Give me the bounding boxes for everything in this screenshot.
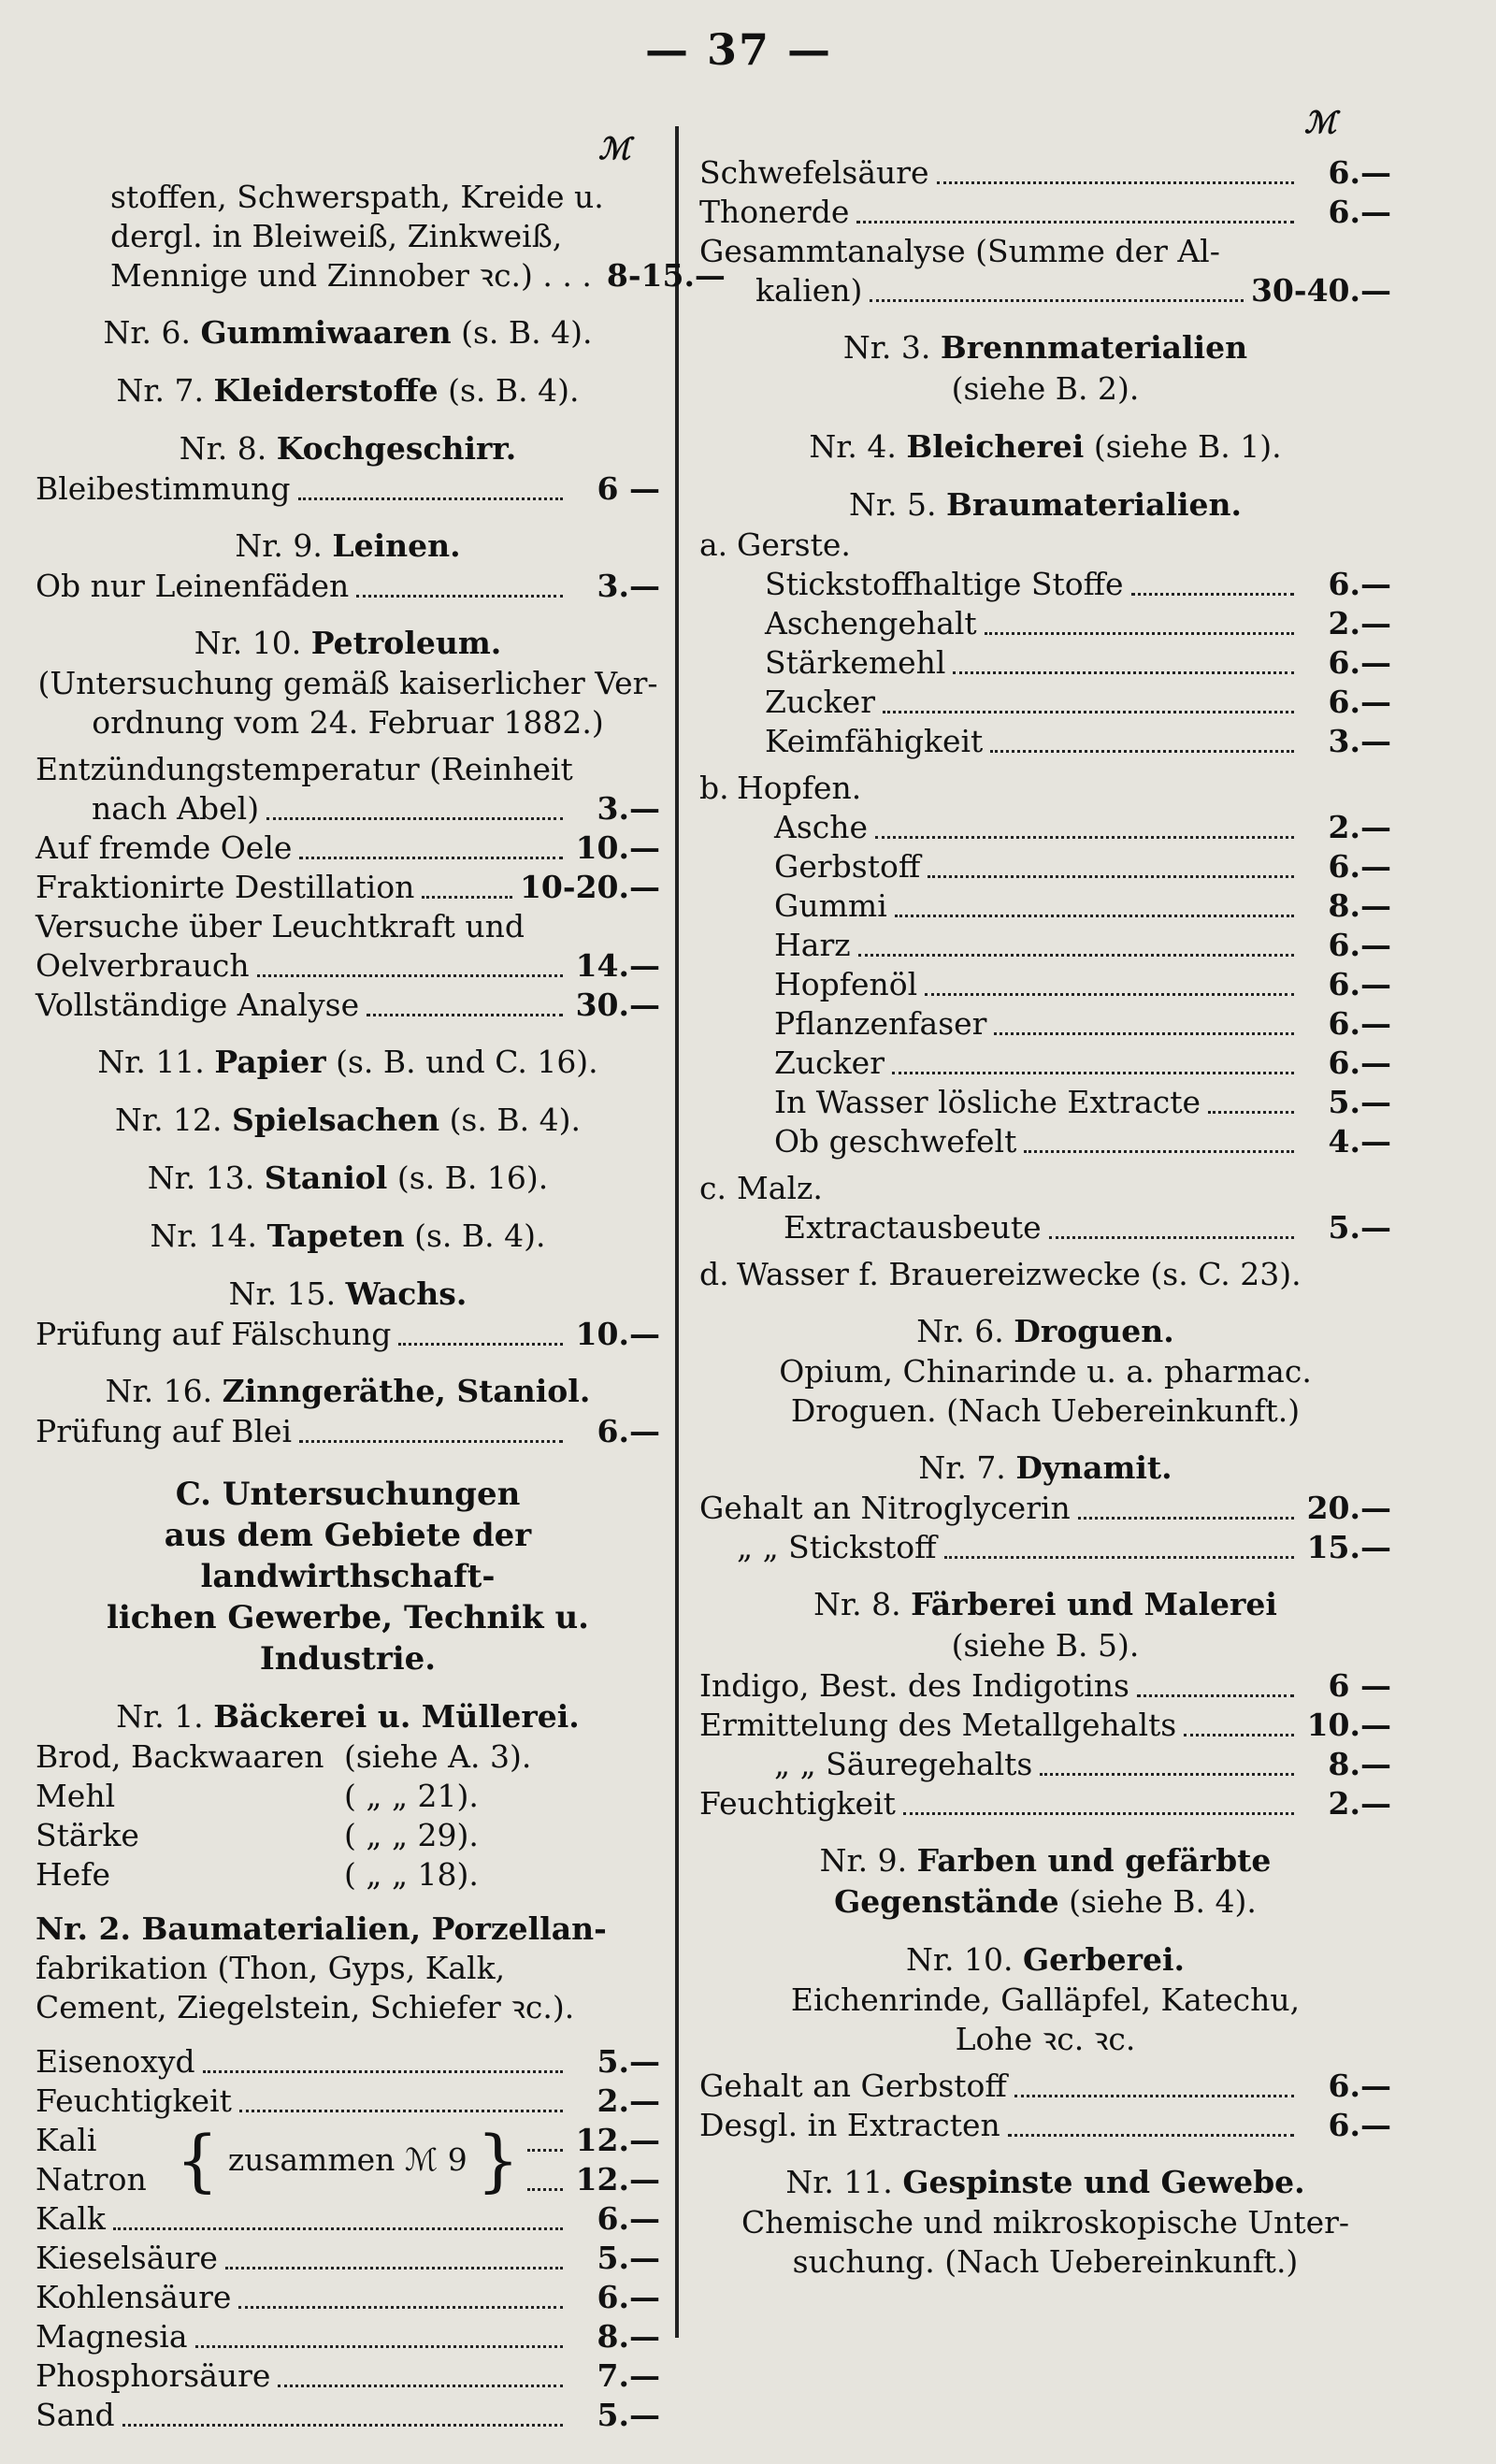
price-row: Stickstoffhaltige Stoffe 6.— xyxy=(765,566,1391,602)
price-row xyxy=(36,2317,660,2356)
section-heading-nr8: Nr. 8. Kochgeschirr. xyxy=(179,430,517,467)
item-price: 6.— xyxy=(1328,194,1391,230)
section-heading-nr16: Nr. 16. Zinngeräthe, Staniol. xyxy=(105,1373,591,1409)
subsection-a: a. Gerste. xyxy=(699,526,851,563)
price-row: Gummi 8.— xyxy=(774,887,1391,924)
item-label: Oelverbrauch xyxy=(36,947,250,984)
price-row: Hopfenöl 6.— xyxy=(774,966,1391,1002)
price-row xyxy=(36,986,660,1025)
price-row xyxy=(699,271,1391,310)
c2-heading-line: Cement, Ziegelstein, Schiefer ꝛc.). xyxy=(36,1989,575,2025)
section-heading-nr10: Nr. 10. Gerberei. xyxy=(905,1941,1186,1978)
item-label: Phosphorsäure xyxy=(36,2357,271,2394)
note-line: Opium, Chinarinde u. a. pharmac. xyxy=(779,1353,1312,1390)
item-price: 10.— xyxy=(575,829,660,866)
ref-row: Mehl ( „ „ 21). xyxy=(36,1778,479,1814)
item-label: Bleibestimmung xyxy=(36,470,291,507)
price-row: Pflanzenfaser 6.— xyxy=(774,1005,1391,1042)
price-row xyxy=(36,2042,660,2082)
section-heading-nr15: Nr. 15. Wachs. xyxy=(228,1275,468,1312)
price-row: Gerbstoff 6.— xyxy=(774,848,1391,885)
c2-heading-line: fabrikation (Thon, Gyps, Kalk, xyxy=(36,1950,506,1986)
price-row: Feuchtigkeit 2.— xyxy=(699,1785,1391,1822)
price-row xyxy=(36,2356,660,2396)
section-heading-nr10: Nr. 10. Petroleum. xyxy=(194,625,502,661)
item-price: 14.— xyxy=(575,947,660,984)
section-heading-nr9: Nr. 9. Leinen. xyxy=(235,527,461,564)
note-line: ordnung vom 24. Februar 1882.) xyxy=(92,704,604,741)
ref-row: Hefe ( „ „ 18). xyxy=(36,1856,479,1893)
item-price: 8.— xyxy=(597,2318,660,2355)
price-row xyxy=(36,567,660,606)
ref-row: Stärke ( „ „ 29). xyxy=(36,1817,479,1853)
price-row xyxy=(36,829,660,868)
brace-close-icon: } xyxy=(476,2121,520,2199)
note-line: Chemische und mikroskopische Unter- xyxy=(741,2204,1350,2241)
section-heading-nr11: Nr. 11. Gespinste und Gewebe. xyxy=(785,2164,1305,2200)
price-row xyxy=(36,1315,660,1354)
brace-open-icon: { xyxy=(176,2121,219,2199)
section-heading-nr14: Nr. 14. Tapeten (s. B. 4). xyxy=(150,1218,546,1254)
item-label-first-line: Entzündungstemperatur (Reinheit xyxy=(36,751,573,787)
item-price: 5.— xyxy=(597,2240,660,2276)
left-column xyxy=(36,129,726,2435)
price-row xyxy=(36,2082,660,2121)
item-price: 3.— xyxy=(597,568,660,604)
price-row xyxy=(36,1412,660,1451)
item-price: 5.— xyxy=(597,2397,660,2433)
item-price: 6.— xyxy=(597,2279,660,2315)
note-line: Lohe ꝛc. ꝛc. xyxy=(955,2021,1136,2057)
ref-row: Brod, Backwaaren (siehe A. 3). xyxy=(36,1738,532,1775)
price-row: Asche 2.— xyxy=(774,809,1391,845)
item-price: 6.— xyxy=(597,1413,660,1449)
section-heading-nr6: Nr. 6. Droguen. xyxy=(916,1313,1174,1349)
item-price: 6.— xyxy=(1328,154,1391,191)
c2-heading-line: Nr. 2. Baumaterialien, Porzellan- xyxy=(36,1910,607,1947)
column-divider xyxy=(675,126,679,2338)
price-row: Ob geschwefelt 4.— xyxy=(774,1123,1391,1160)
item-label: Schwefelsäure xyxy=(699,154,929,191)
price-row: Aschengehalt 2.— xyxy=(765,605,1391,641)
item-label: Mennige und Zinnober ꝛc.) . . . xyxy=(110,257,592,294)
item-label: Feuchtigkeit xyxy=(36,2082,232,2119)
price-row: Gehalt an Nitroglycerin 20.— xyxy=(699,1490,1391,1526)
item-label: Thonerde xyxy=(699,194,850,230)
right-column xyxy=(699,129,1391,2282)
item-price: 6 — xyxy=(597,470,660,507)
item-label: Magnesia xyxy=(36,2318,188,2355)
item-label: Prüfung auf Blei xyxy=(36,1413,293,1449)
price-row xyxy=(36,2199,660,2239)
subsection-d: d. Wasser f. Brauereizwecke (s. C. 23). xyxy=(699,1256,1302,1292)
price-row xyxy=(36,868,660,907)
subsection-c: c. Malz. xyxy=(699,1170,823,1206)
section-heading-nr5: Nr. 5. Braumaterialien. xyxy=(848,486,1243,523)
section-heading-nr12: Nr. 12. Spielsachen (s. B. 4). xyxy=(115,1102,581,1138)
price-row: Ermittelung des Metallgehalts 10.— xyxy=(699,1707,1391,1743)
price-row xyxy=(36,946,660,986)
item-label: Fraktionirte Destillation xyxy=(36,869,415,905)
kali-natron-group: Kali Natron { zusammen ℳ 9 } 12.— 12.— xyxy=(36,2121,660,2199)
item-label: Kieselsäure xyxy=(36,2240,218,2276)
price-row: Zucker 6.— xyxy=(774,1045,1391,1081)
item-label: Vollständige Analyse xyxy=(36,987,360,1023)
price-row: Extractausbeute 5.— xyxy=(784,1209,1391,1246)
section-c-heading: C. Untersuchungen aus dem Gebiete der landwirthschaft- lichen Gewerbe, Technik u. Industrie. xyxy=(106,1476,590,1678)
section-heading-nr7: Nr. 7. Kleiderstoffe (s. B. 4). xyxy=(116,372,580,409)
item-label-first-line: Versuche über Leuchtkraft und xyxy=(36,908,525,944)
price-row: Keimfähigkeit 3.— xyxy=(765,723,1391,759)
price-row xyxy=(36,2396,660,2435)
item-price: 10.— xyxy=(575,1316,660,1352)
page-number: — 37 — xyxy=(644,24,833,75)
item-price: 7.— xyxy=(597,2357,660,2394)
price-row: In Wasser lösliche Extracte 5.— xyxy=(774,1084,1391,1120)
section-heading-nr9: Nr. 9. Farben und gefärbte Gegenstände (siehe B. 4). xyxy=(819,1842,1272,1920)
currency-column-mark-right: ℳ xyxy=(1304,105,1337,140)
section-heading-nr3: Nr. 3. Brennmaterialien (siehe B. 2). xyxy=(842,329,1248,407)
subsection-b: b. Hopfen. xyxy=(699,770,862,806)
item-price: 2.— xyxy=(597,2082,660,2119)
price-row: Zucker 6.— xyxy=(765,684,1391,720)
section-heading-nr6: Nr. 6. Gummiwaaren (s. B. 4). xyxy=(103,314,593,351)
price-row xyxy=(699,153,1391,193)
note-line: Eichenrinde, Galläpfel, Katechu, xyxy=(790,1981,1301,2018)
item-price: 3.— xyxy=(597,790,660,827)
item-label: nach Abel) xyxy=(92,790,260,827)
price-row: „ „ Stickstoff 15.— xyxy=(737,1529,1391,1565)
item-price: 30.— xyxy=(575,987,660,1023)
section-heading-nr7: Nr. 7. Dynamit. xyxy=(918,1449,1172,1486)
section-heading-nr11: Nr. 11. Papier (s. B. und C. 16). xyxy=(97,1044,598,1080)
item-label: kalien) xyxy=(755,272,863,309)
price-row xyxy=(36,2239,660,2278)
item-label: Ob nur Leinenfäden xyxy=(36,568,350,604)
continued-line: stoffen, Schwerspath, Kreide u. xyxy=(110,179,604,215)
item-label: Eisenoxyd xyxy=(36,2043,195,2080)
price-row: Stärkemehl 6.— xyxy=(765,644,1391,681)
price-row xyxy=(36,2278,660,2317)
section-heading-nr13: Nr. 13. Staniol (s. B. 16). xyxy=(147,1160,549,1196)
price-row: Desgl. in Extracten 6.— xyxy=(699,2107,1391,2143)
price-row: Gehalt an Gerbstoff 6.— xyxy=(699,2068,1391,2104)
currency-column-mark-left: ℳ xyxy=(598,131,631,166)
section-heading-nr4: Nr. 4. Bleicherei (siehe B. 1). xyxy=(809,428,1282,465)
price-row xyxy=(36,789,660,829)
item-price: 30-40.— xyxy=(1250,272,1391,309)
item-price: 5.— xyxy=(597,2043,660,2080)
note-line: Droguen. (Nach Uebereinkunft.) xyxy=(790,1392,1301,1429)
price-row xyxy=(36,256,726,295)
price-row xyxy=(36,469,660,509)
item-price: 6.— xyxy=(597,2200,660,2237)
item-label: Sand xyxy=(36,2397,115,2433)
section-heading-c1: Nr. 1. Bäckerei u. Müllerei. xyxy=(116,1698,580,1735)
price-row xyxy=(699,193,1391,232)
price-row: Indigo, Best. des Indigotins 6 — xyxy=(699,1667,1391,1704)
section-heading-nr8: Nr. 8. Färberei und Malerei (siehe B. 5). xyxy=(813,1586,1277,1664)
item-label: Auf fremde Oele xyxy=(36,829,293,866)
note-line: suchung. (Nach Uebereinkunft.) xyxy=(792,2243,1299,2280)
item-price: 8-15.— xyxy=(606,257,726,294)
price-row: Harz 6.— xyxy=(774,927,1391,963)
item-label-first-line: Gesammtanalyse (Summe der Al- xyxy=(699,233,1220,269)
item-price: 10-20.— xyxy=(519,869,660,905)
continued-line: dergl. in Bleiweiß, Zinkweiß, xyxy=(110,218,563,254)
price-row: „ „ Säuregehalts 8.— xyxy=(774,1746,1391,1782)
item-label: Prüfung auf Fälschung xyxy=(36,1316,392,1352)
note-line: (Untersuchung gemäß kaiserlicher Ver- xyxy=(37,665,658,701)
item-label: Kalk xyxy=(36,2200,106,2237)
item-label: Kohlensäure xyxy=(36,2279,232,2315)
